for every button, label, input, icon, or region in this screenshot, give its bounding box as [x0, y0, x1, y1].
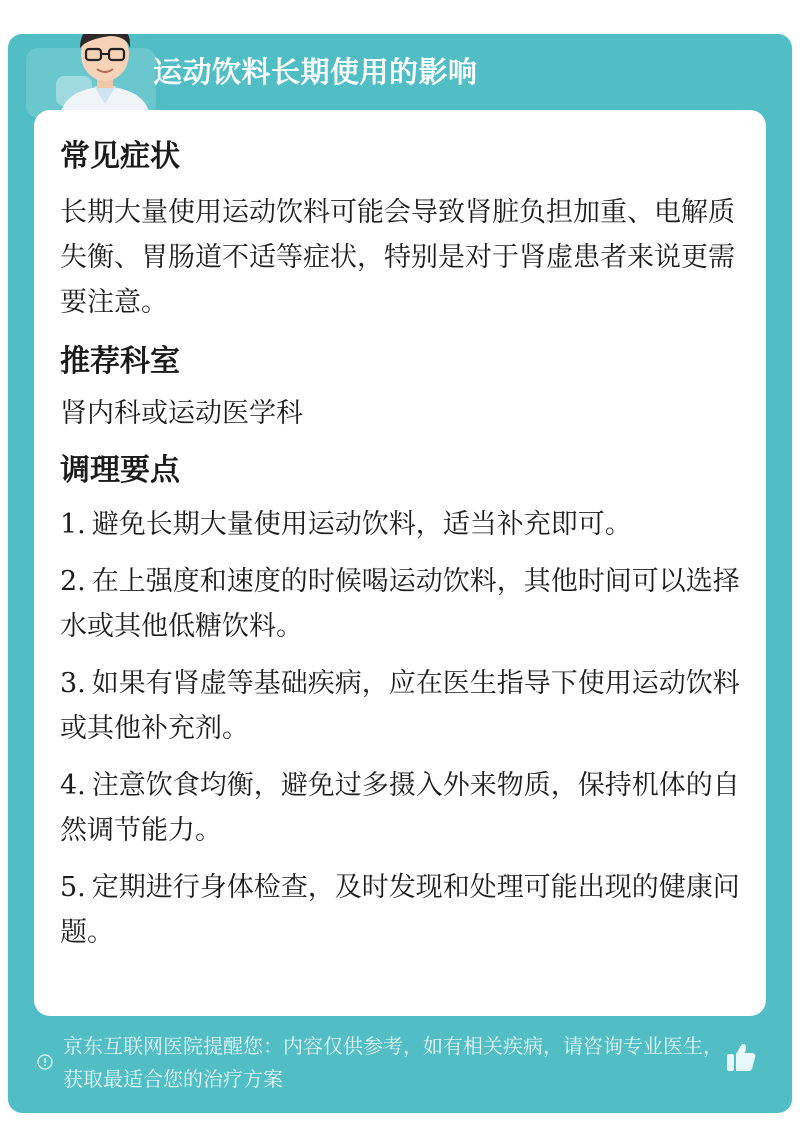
item-text: 如果有肾虚等基础疾病，应在医生指导下使用运动饮料或其他补充剂。 — [60, 668, 740, 744]
item-number: 3. — [60, 668, 86, 699]
department-text: 肾内科或运动医学科 — [60, 398, 303, 429]
item-number: 5. — [60, 872, 86, 903]
info-icon — [37, 1054, 53, 1070]
content-panel — [34, 110, 766, 1016]
item-text: 定期进行身体检查，及时发现和处理可能出现的健康问题。 — [60, 872, 740, 948]
disclaimer-text: 京东互联网医院提醒您：内容仅供参考，如有相关疾病，请咨询专业医生，获取最适合您的治疗方案 — [63, 1034, 723, 1091]
item-text: 注意饮食均衡，避免过多摄入外来物质，保持机体的自然调节能力。 — [60, 770, 740, 846]
article-card — [8, 34, 792, 1113]
symptoms-text: 长期大量使用运动饮料可能会导致肾脏负担加重、电解质失衡、胃肠道不适等症状，特别是对于肾虚患者来说更需要注意。 — [60, 197, 735, 318]
doctor-avatar — [50, 34, 160, 118]
list-item — [60, 559, 740, 649]
item-text: 在上强度和速度的时候喝运动饮料，其他时间可以选择水或其他低糖饮料。 — [60, 566, 740, 642]
thumbs-up-icon[interactable] — [724, 1040, 758, 1074]
tips-title: 调理要点 — [60, 453, 180, 488]
department-title: 推荐科室 — [60, 344, 180, 379]
item-number: 1. — [60, 509, 86, 540]
item-number: 4. — [60, 770, 86, 801]
footer — [8, 1030, 792, 1113]
item-number: 2. — [60, 566, 86, 597]
list-item — [60, 661, 740, 751]
list-item — [60, 865, 740, 955]
tips-list — [60, 502, 740, 955]
item-text: 避免长期大量使用运动饮料，适当补充即可。 — [91, 509, 632, 540]
list-item — [60, 763, 740, 853]
list-item — [60, 502, 740, 547]
symptoms-title: 常见症状 — [60, 139, 180, 174]
page-title: 运动饮料长期使用的影响 — [153, 55, 478, 89]
